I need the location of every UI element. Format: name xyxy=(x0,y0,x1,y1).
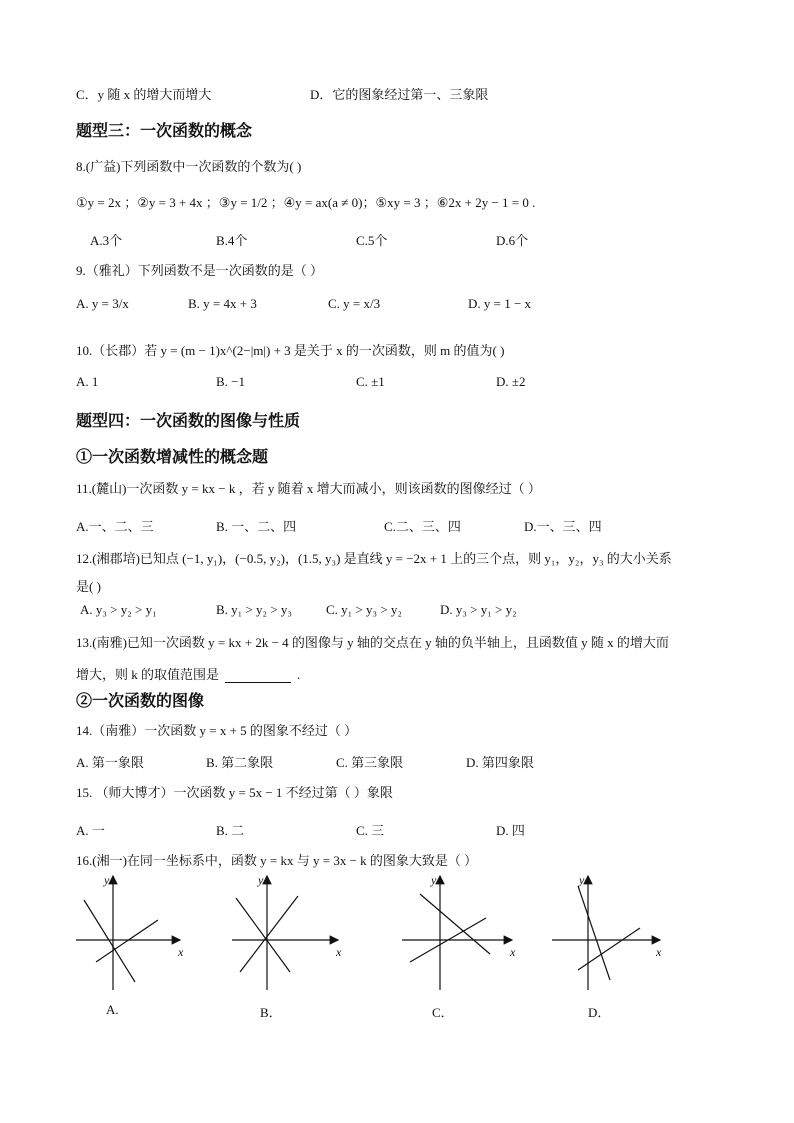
q12-stem-line1: 12.(湘郡培)已知点 (−1, y₁)，(−0.5, y₂)，(1.5, y₃) 是直线 y = −2x + 1 上的三个点，则 y₁，y₂，y₃ 的大小关系 xyxy=(76,551,672,566)
graph-b-x-label: x xyxy=(336,945,342,959)
q12-option-d: D. y₃ > y₁ > y₂ xyxy=(440,602,517,617)
graph-b-line-1 xyxy=(236,898,290,972)
q15-option-b: B. 二 xyxy=(216,823,245,838)
q11-option-c: C.二、三、四 xyxy=(384,519,461,534)
q10-stem: 10.（长郡）若 y = (m − 1)x^(2−|m|) + 3 是关于 x 的一次函数，则 m 的值为( ) xyxy=(76,343,505,358)
graph-c-x-label: x xyxy=(510,945,516,959)
q16-caption-d: D． xyxy=(588,1005,611,1020)
q8-option-b: B.4个 xyxy=(216,233,248,248)
section4-heading: 题型四：一次函数的图像与性质 xyxy=(76,413,301,430)
q11-option-a: A.一、二、三 xyxy=(76,519,154,534)
q11-stem: 11.(麓山)一次函数 y = kx − k ，若 y 随着 x 增大而减小，则该函数的图像经过（ ） xyxy=(76,481,541,496)
q13-stem-line1: 13.(南雅)已知一次函数 y = kx + 2k − 4 的图像与 y 轴的交点在 y 轴的负半轴上，且函数值 y 随 x 的增大而 xyxy=(76,635,669,650)
q16-stem: 16.(湘一)在同一坐标系中，函数 y = kx 与 y = 3x − k 的图象大致是（ ） xyxy=(76,853,478,868)
graph-a-x-label: x xyxy=(178,945,184,959)
q13-stem-text: 增大，则 k 的取值范围是 xyxy=(76,667,220,682)
q8-option-d: D.6个 xyxy=(496,233,529,248)
q16-graph-a xyxy=(76,876,180,990)
q8-expressions: ①y = 2x ；②y = 3 + 4x ；③y = 1/2 ；④y = ax(a ≠ 0)；⑤xy = 3 ；⑥2x + 2y − 1 = 0 . xyxy=(76,195,536,210)
q16-graph-d xyxy=(552,876,660,990)
q11-option-b: B. 一、二、四 xyxy=(216,519,297,534)
graph-d-y-label: y xyxy=(579,873,585,887)
graph-c-line-1 xyxy=(420,894,490,954)
section4-subheading-1: ①一次函数增减性的概念题 xyxy=(76,449,269,466)
graph-d-line-1 xyxy=(578,886,610,980)
q15-stem: 15. （师大博才）一次函数 y = 5x − 1 不经过第（ ）象限 xyxy=(76,785,393,800)
q14-option-c: C. 第三象限 xyxy=(336,755,404,770)
q12-option-c: C. y₁ > y₃ > y₂ xyxy=(326,602,402,617)
q7-option-d: D．它的图象经过第一、三象限 xyxy=(310,87,489,102)
q8-option-c: C.5个 xyxy=(356,233,388,248)
graph-a-line-2 xyxy=(96,920,158,962)
q15-option-a: A. 一 xyxy=(76,823,105,838)
q12-option-a: A. y₃ > y₂ > y₁ xyxy=(80,602,157,617)
graph-b-y-label: y xyxy=(258,873,264,887)
q12-stem-line2: 是( ) xyxy=(76,579,101,594)
graph-d-x-label: x xyxy=(656,945,662,959)
graph-b-line-2 xyxy=(240,896,298,972)
q14-option-b: B. 第二象限 xyxy=(206,755,274,770)
q10-option-c: C. ±1 xyxy=(356,374,385,389)
q9-option-c: C. y = x/3 xyxy=(328,296,381,311)
q9-option-b: B. y = 4x + 3 xyxy=(188,296,257,311)
q10-option-b: B. −1 xyxy=(216,374,246,389)
q15-option-c: C. 三 xyxy=(356,823,385,838)
q14-stem: 14.（南雅）一次函数 y = x + 5 的图象不经过（ ） xyxy=(76,723,358,738)
q15-option-d: D. 四 xyxy=(496,823,525,838)
section4-subheading-2: ②一次函数的图像 xyxy=(76,693,205,710)
q8-option-a: A.3个 xyxy=(90,233,123,248)
q9-stem: 9.（雅礼）下列函数不是一次函数的是（ ） xyxy=(76,263,324,278)
q14-option-a: A. 第一象限 xyxy=(76,755,144,770)
q16-caption-b: B． xyxy=(260,1005,282,1020)
graph-c-y-label: y xyxy=(431,873,437,887)
graph-a-y-label: y xyxy=(104,873,110,887)
q12-option-b: B. y₁ > y₂ > y₃ xyxy=(216,602,292,617)
q7-option-c: C．y 随 x 的增大而增大 xyxy=(76,87,212,102)
q11-option-d: D.一、三、四 xyxy=(524,519,602,534)
q10-option-d: D. ±2 xyxy=(496,374,526,389)
q16-graph-c xyxy=(402,876,512,990)
q10-option-a: A. 1 xyxy=(76,374,99,389)
graph-d-line-2 xyxy=(578,928,640,970)
q16-caption-c: C． xyxy=(432,1005,454,1020)
q9-option-d: D. y = 1 − x xyxy=(468,296,532,311)
q16-graph-b xyxy=(232,876,338,990)
q14-option-d: D. 第四象限 xyxy=(466,755,534,770)
section3-heading: 题型三：一次函数的概念 xyxy=(76,123,253,140)
q13-stem-end: . xyxy=(297,667,301,682)
q8-stem: 8.(广益)下列函数中一次函数的个数为( ) xyxy=(76,159,302,174)
q16-caption-a: A. xyxy=(106,1002,119,1017)
q9-option-a: A. y = 3/x xyxy=(76,296,129,311)
